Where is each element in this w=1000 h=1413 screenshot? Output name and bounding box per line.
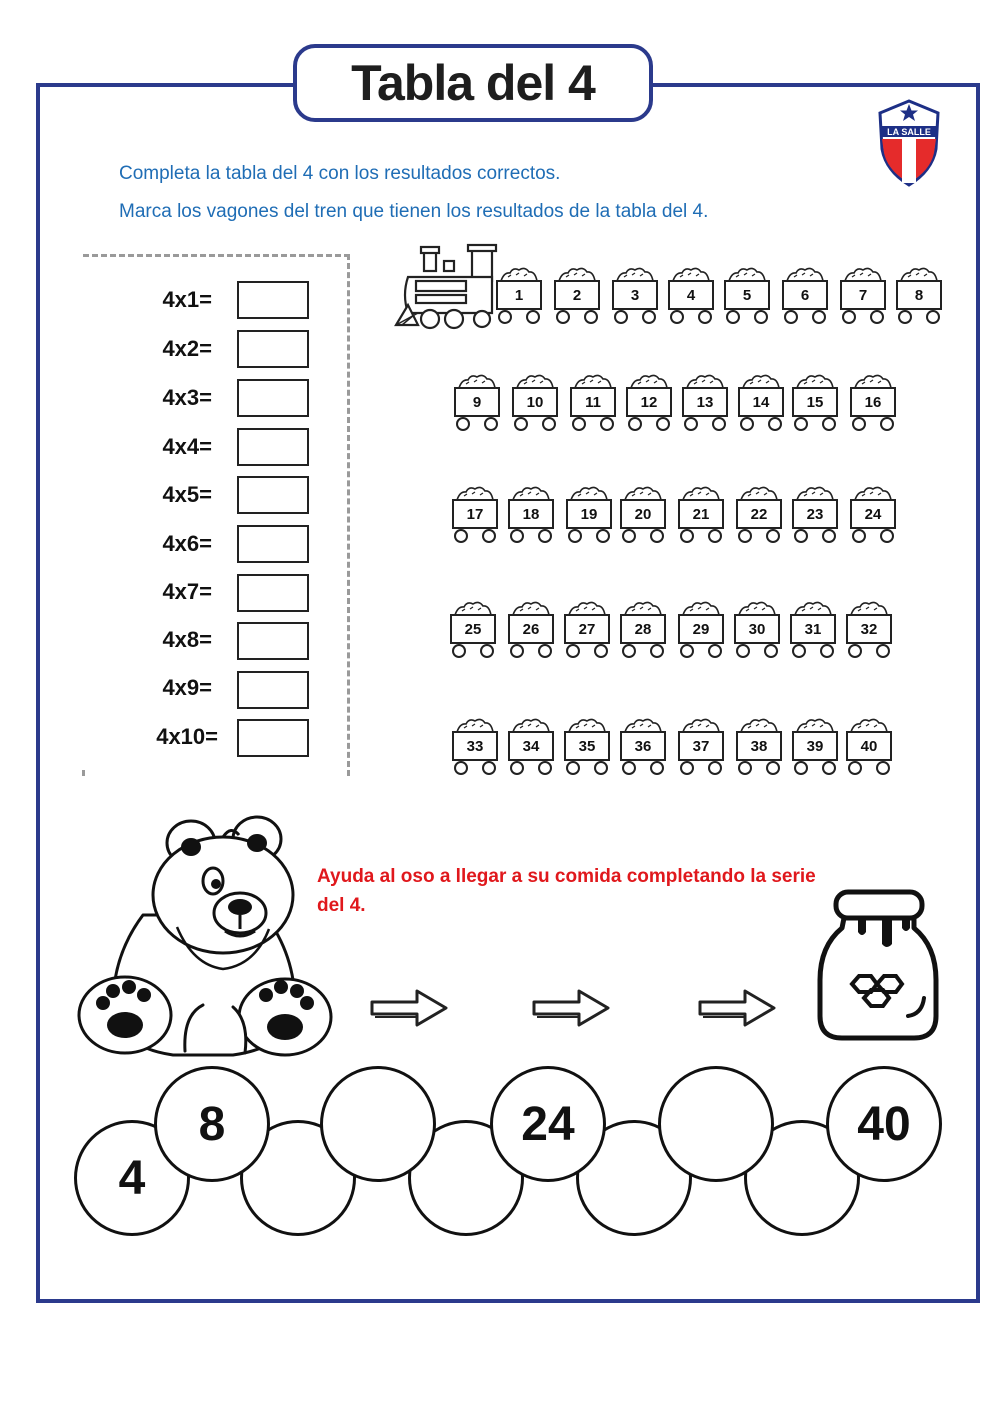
wheel-icon: [538, 644, 552, 658]
wheel-icon: [484, 417, 498, 431]
equation-label: 4x8=: [162, 627, 212, 652]
train-wagon[interactable]: [624, 367, 674, 433]
wheel-icon: [740, 417, 754, 431]
wagon-number: 10: [512, 387, 558, 417]
equation-label: 4x5=: [162, 482, 212, 507]
wheel-icon: [482, 529, 496, 543]
wagon-number: 33: [452, 731, 498, 761]
train-wagon[interactable]: [450, 479, 500, 545]
equation-label: 4x10=: [156, 724, 218, 749]
train-wagon[interactable]: [732, 594, 782, 660]
wagon-number: 1: [496, 280, 542, 310]
series-empty-circle[interactable]: [658, 1066, 774, 1182]
answer-box[interactable]: [237, 379, 309, 417]
answer-box[interactable]: [237, 719, 309, 757]
wheel-icon: [566, 644, 580, 658]
wheel-icon: [454, 529, 468, 543]
train-wagon[interactable]: [734, 479, 784, 545]
wagon-number: 17: [452, 499, 498, 529]
wheel-icon: [568, 529, 582, 543]
series-empty-circle[interactable]: [320, 1066, 436, 1182]
wagon-number: 13: [682, 387, 728, 417]
wheel-icon: [766, 761, 780, 775]
wagon-number: 29: [678, 614, 724, 644]
wagon-number: 40: [846, 731, 892, 761]
wheel-icon: [784, 310, 798, 324]
wheel-icon: [926, 310, 940, 324]
logo-text: LA SALLE: [887, 127, 931, 137]
wheel-icon: [538, 761, 552, 775]
wheel-icon: [820, 644, 834, 658]
locomotive-icon: [394, 243, 498, 331]
train-wagon[interactable]: [452, 367, 502, 433]
wheel-icon: [822, 529, 836, 543]
train-wagon[interactable]: [734, 711, 784, 777]
answer-box[interactable]: [237, 525, 309, 563]
answer-box[interactable]: [237, 428, 309, 466]
instruction-line-1: Completa la tabla del 4 con los resultados correctos.: [119, 163, 561, 184]
wheel-icon: [656, 417, 670, 431]
wagon-number: 5: [724, 280, 770, 310]
wheel-icon: [622, 644, 636, 658]
wagon-number: 27: [564, 614, 610, 644]
train-wagon[interactable]: [736, 367, 786, 433]
wheel-icon: [822, 761, 836, 775]
wheel-icon: [822, 417, 836, 431]
wheel-icon: [680, 529, 694, 543]
school-shield-logo: [876, 99, 942, 187]
wheel-icon: [876, 761, 890, 775]
wheel-icon: [482, 761, 496, 775]
wheel-icon: [708, 644, 722, 658]
equation-label: 4x6=: [162, 531, 212, 556]
wheel-icon: [708, 529, 722, 543]
train-wagon[interactable]: [844, 711, 894, 777]
wagon-number: 39: [792, 731, 838, 761]
arrow-right-icon: [369, 988, 449, 1028]
title-box: [293, 44, 653, 122]
honey-jar-icon: [816, 888, 940, 1044]
wheel-icon: [726, 310, 740, 324]
train-wagon[interactable]: [564, 479, 614, 545]
train-wagon[interactable]: [506, 594, 556, 660]
train-wagon[interactable]: [780, 260, 830, 326]
wagon-number: 36: [620, 731, 666, 761]
page-title: Tabla del 4: [351, 55, 595, 111]
wagon-number: 21: [678, 499, 724, 529]
wagon-number: 8: [896, 280, 942, 310]
wheel-icon: [622, 761, 636, 775]
wagon-number: 20: [620, 499, 666, 529]
wheel-icon: [510, 529, 524, 543]
wheel-icon: [642, 310, 656, 324]
series-number-circle: 40: [826, 1066, 942, 1182]
wheel-icon: [870, 310, 884, 324]
wheel-icon: [650, 761, 664, 775]
wheel-icon: [526, 310, 540, 324]
wheel-icon: [684, 417, 698, 431]
equation-label: 4x4=: [162, 434, 212, 459]
wheel-icon: [600, 417, 614, 431]
answer-box[interactable]: [237, 622, 309, 660]
instruction-line-2: Marca los vagones del tren que tienen los resultados de la tabla del 4.: [119, 201, 709, 222]
train-wagon[interactable]: [848, 479, 898, 545]
wagon-number: 30: [734, 614, 780, 644]
arrow-right-icon: [531, 988, 611, 1028]
train-wagon[interactable]: [618, 711, 668, 777]
wagon-number: 12: [626, 387, 672, 417]
train-wagon[interactable]: [618, 479, 668, 545]
train-wagon[interactable]: [448, 594, 498, 660]
wheel-icon: [794, 417, 808, 431]
wheel-icon: [794, 529, 808, 543]
wagon-number: 19: [566, 499, 612, 529]
wheel-icon: [498, 310, 512, 324]
wheel-icon: [738, 529, 752, 543]
wheel-icon: [736, 644, 750, 658]
wheel-icon: [842, 310, 856, 324]
bear-instruction: Ayuda al oso a llegar a su comida completando la serie del 4.: [317, 866, 816, 916]
arrow-right-icon: [697, 988, 777, 1028]
equation-label: 4x1=: [162, 287, 212, 312]
wagon-number: 26: [508, 614, 554, 644]
wheel-icon: [538, 529, 552, 543]
wagon-number: 18: [508, 499, 554, 529]
train-wagon[interactable]: [506, 479, 556, 545]
wheel-icon: [852, 417, 866, 431]
wagon-number: 3: [612, 280, 658, 310]
train-wagon[interactable]: [790, 367, 840, 433]
wagon-number: 32: [846, 614, 892, 644]
series-number-circle: 8: [154, 1066, 270, 1182]
wheel-icon: [848, 644, 862, 658]
wheel-icon: [680, 761, 694, 775]
answer-box[interactable]: [237, 671, 309, 709]
train-wagon[interactable]: [552, 260, 602, 326]
wagon-number: 24: [850, 499, 896, 529]
train-wagon[interactable]: [788, 594, 838, 660]
wheel-icon: [768, 417, 782, 431]
wheel-icon: [680, 644, 694, 658]
wheel-icon: [898, 310, 912, 324]
train-wagon[interactable]: [680, 367, 730, 433]
wagon-number: 9: [454, 387, 500, 417]
train-wagon[interactable]: [562, 711, 612, 777]
wagon-number: 23: [792, 499, 838, 529]
wheel-icon: [594, 644, 608, 658]
train-wagon[interactable]: [844, 594, 894, 660]
wagon-number: 31: [790, 614, 836, 644]
wagon-number: 38: [736, 731, 782, 761]
wagon-number: 6: [782, 280, 828, 310]
train-wagon[interactable]: [510, 367, 560, 433]
train-wagon[interactable]: [506, 711, 556, 777]
wagon-number: 15: [792, 387, 838, 417]
train-wagon[interactable]: [790, 711, 840, 777]
train-wagon[interactable]: [618, 594, 668, 660]
wheel-icon: [650, 644, 664, 658]
train-wagon[interactable]: [676, 479, 726, 545]
series-number-circle: 4: [74, 1120, 190, 1236]
wagon-number: 34: [508, 731, 554, 761]
series-number-circle: 24: [490, 1066, 606, 1182]
wheel-icon: [480, 644, 494, 658]
wheel-icon: [456, 417, 470, 431]
answer-box[interactable]: [237, 281, 309, 319]
wheel-icon: [584, 310, 598, 324]
wheel-icon: [852, 529, 866, 543]
wheel-icon: [452, 644, 466, 658]
wheel-icon: [792, 644, 806, 658]
wagon-number: 7: [840, 280, 886, 310]
equation-label: 4x3=: [162, 385, 212, 410]
answer-box[interactable]: [237, 330, 309, 368]
wheel-icon: [880, 417, 894, 431]
wheel-icon: [698, 310, 712, 324]
wheel-icon: [596, 529, 610, 543]
wagon-number: 37: [678, 731, 724, 761]
wheel-icon: [454, 761, 468, 775]
wagon-number: 14: [738, 387, 784, 417]
answer-box[interactable]: [237, 574, 309, 612]
wheel-icon: [670, 310, 684, 324]
wheel-icon: [510, 761, 524, 775]
train-wagon[interactable]: [610, 260, 660, 326]
equation-label: 4x7=: [162, 579, 212, 604]
wheel-icon: [514, 417, 528, 431]
wagon-number: 25: [450, 614, 496, 644]
wagon-number: 28: [620, 614, 666, 644]
train-wagon[interactable]: [722, 260, 772, 326]
wheel-icon: [766, 529, 780, 543]
train-wagon[interactable]: [790, 479, 840, 545]
wheel-icon: [708, 761, 722, 775]
wheel-icon: [738, 761, 752, 775]
wheel-icon: [650, 529, 664, 543]
wheel-icon: [754, 310, 768, 324]
train-wagon[interactable]: [494, 260, 544, 326]
wheel-icon: [876, 644, 890, 658]
wagon-number: 22: [736, 499, 782, 529]
wheel-icon: [572, 417, 586, 431]
wheel-icon: [794, 761, 808, 775]
wagon-number: 11: [570, 387, 616, 417]
wheel-icon: [542, 417, 556, 431]
wheel-icon: [510, 644, 524, 658]
train-wagon[interactable]: [838, 260, 888, 326]
wheel-icon: [880, 529, 894, 543]
train-wagon[interactable]: [562, 594, 612, 660]
equation-label: 4x2=: [162, 336, 212, 361]
train-wagon[interactable]: [894, 260, 944, 326]
dashed-border-end: [82, 770, 85, 776]
wagon-number: 35: [564, 731, 610, 761]
train-wagon[interactable]: [676, 711, 726, 777]
train-wagon[interactable]: [450, 711, 500, 777]
wheel-icon: [628, 417, 642, 431]
train-wagon[interactable]: [676, 594, 726, 660]
train-wagon[interactable]: [666, 260, 716, 326]
equation-label: 4x9=: [162, 675, 212, 700]
wheel-icon: [614, 310, 628, 324]
answer-box[interactable]: [237, 476, 309, 514]
wheel-icon: [712, 417, 726, 431]
wheel-icon: [622, 529, 636, 543]
train-wagon[interactable]: [848, 367, 898, 433]
wheel-icon: [566, 761, 580, 775]
wheel-icon: [848, 761, 862, 775]
wheel-icon: [594, 761, 608, 775]
bear-illustration: [73, 815, 335, 1061]
wagon-number: 2: [554, 280, 600, 310]
wagon-number: 16: [850, 387, 896, 417]
wheel-icon: [556, 310, 570, 324]
train-wagon[interactable]: [568, 367, 618, 433]
wagon-number: 4: [668, 280, 714, 310]
wheel-icon: [812, 310, 826, 324]
wheel-icon: [764, 644, 778, 658]
